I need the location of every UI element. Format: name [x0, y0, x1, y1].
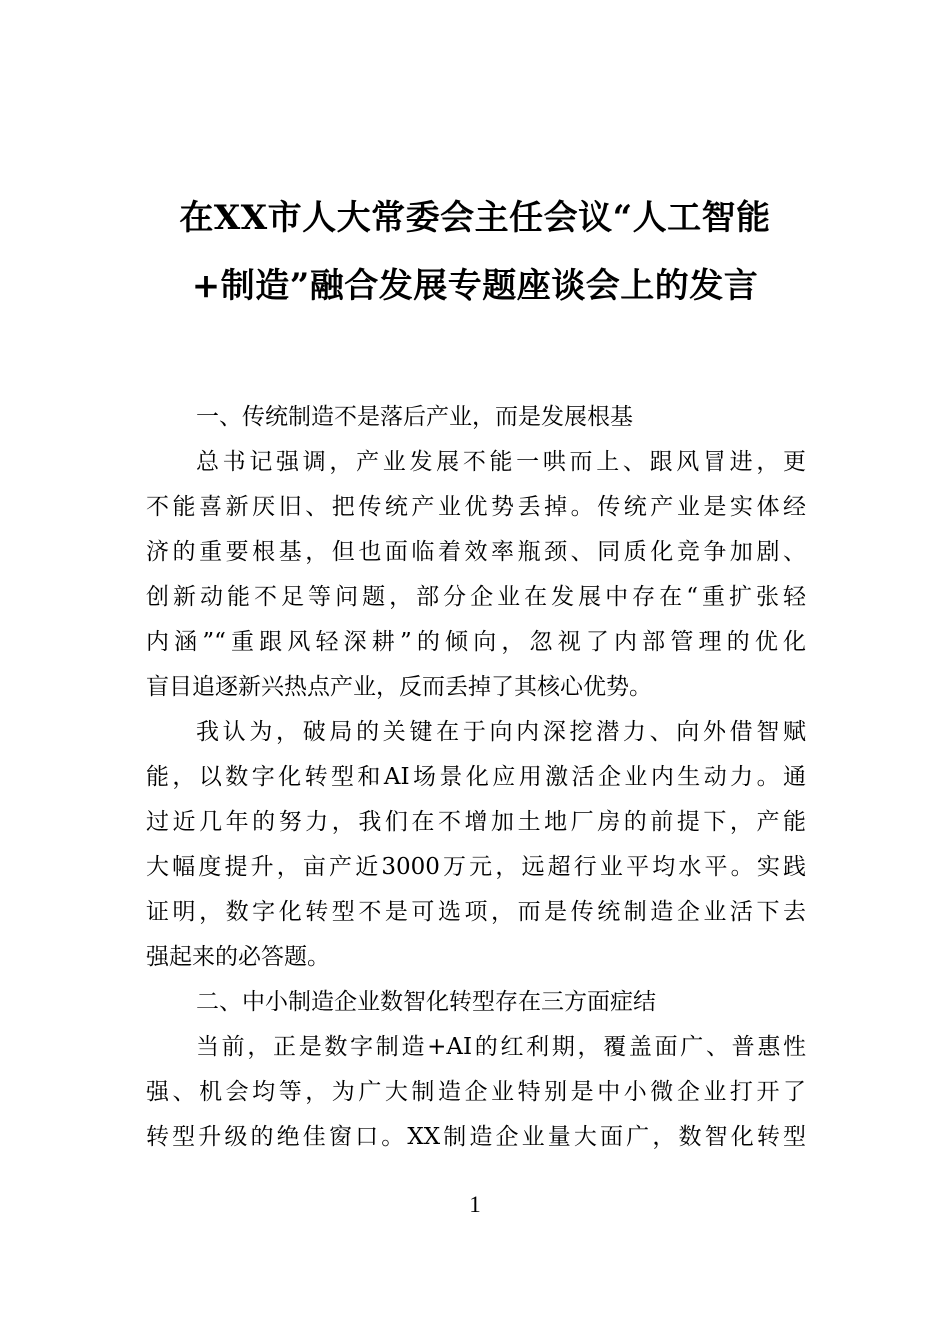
paragraph-line: 转型升级的绝佳窗口。XX制造企业量大面广，数智化转型: [146, 1124, 806, 1150]
document-title-line-1: 在XX市人大常委会主任会议“人工智能: [179, 198, 771, 238]
section-2-heading: 二、中小制造企业数智化转型存在三方面症结: [196, 989, 656, 1015]
paragraph-line: 能，以数字化转型和AI场景化应用激活企业内生动力。通: [146, 764, 806, 790]
paragraph-line: 过近几年的努力，我们在不增加土地厂房的前提下，产能: [146, 809, 806, 835]
page-number: 1: [469, 1192, 481, 1217]
paragraph-line: 强、机会均等，为广大制造企业特别是中小微企业打开了: [146, 1079, 806, 1105]
paragraph-line: 强起来的必答题。: [146, 944, 330, 970]
paragraph-line: 总书记强调，产业发展不能一哄而上、跟风冒进，更: [196, 449, 806, 475]
paragraph-line: 盲目追逐新兴热点产业，反而丢掉了其核心优势。: [146, 674, 652, 700]
paragraph-line: 济的重要根基，但也面临着效率瓶颈、同质化竞争加剧、: [146, 539, 806, 565]
paragraph-line: 我认为，破局的关键在于向内深挖潜力、向外借智赋: [196, 719, 806, 745]
paragraph-line: 创新动能不足等问题，部分企业在发展中存在“重扩张轻: [146, 584, 806, 610]
paragraph-line: 证明，数字化转型不是可选项，而是传统制造企业活下去: [146, 899, 806, 925]
paragraph-line: 当前，正是数字制造+AI的红利期，覆盖面广、普惠性: [196, 1034, 806, 1060]
paragraph-line: 内涵”“重跟风轻深耕”的倾向，忽视了内部管理的优化: [146, 629, 806, 655]
paragraph-line: 不能喜新厌旧、把传统产业优势丢掉。传统产业是实体经: [146, 494, 806, 520]
section-1-heading: 一、传统制造不是落后产业，而是发展根基: [196, 404, 633, 430]
paragraph-line: 大幅度提升，亩产近3000万元，远超行业平均水平。实践: [146, 854, 806, 880]
document-title-line-2: +制造”融合发展专题座谈会上的发言: [191, 266, 759, 306]
